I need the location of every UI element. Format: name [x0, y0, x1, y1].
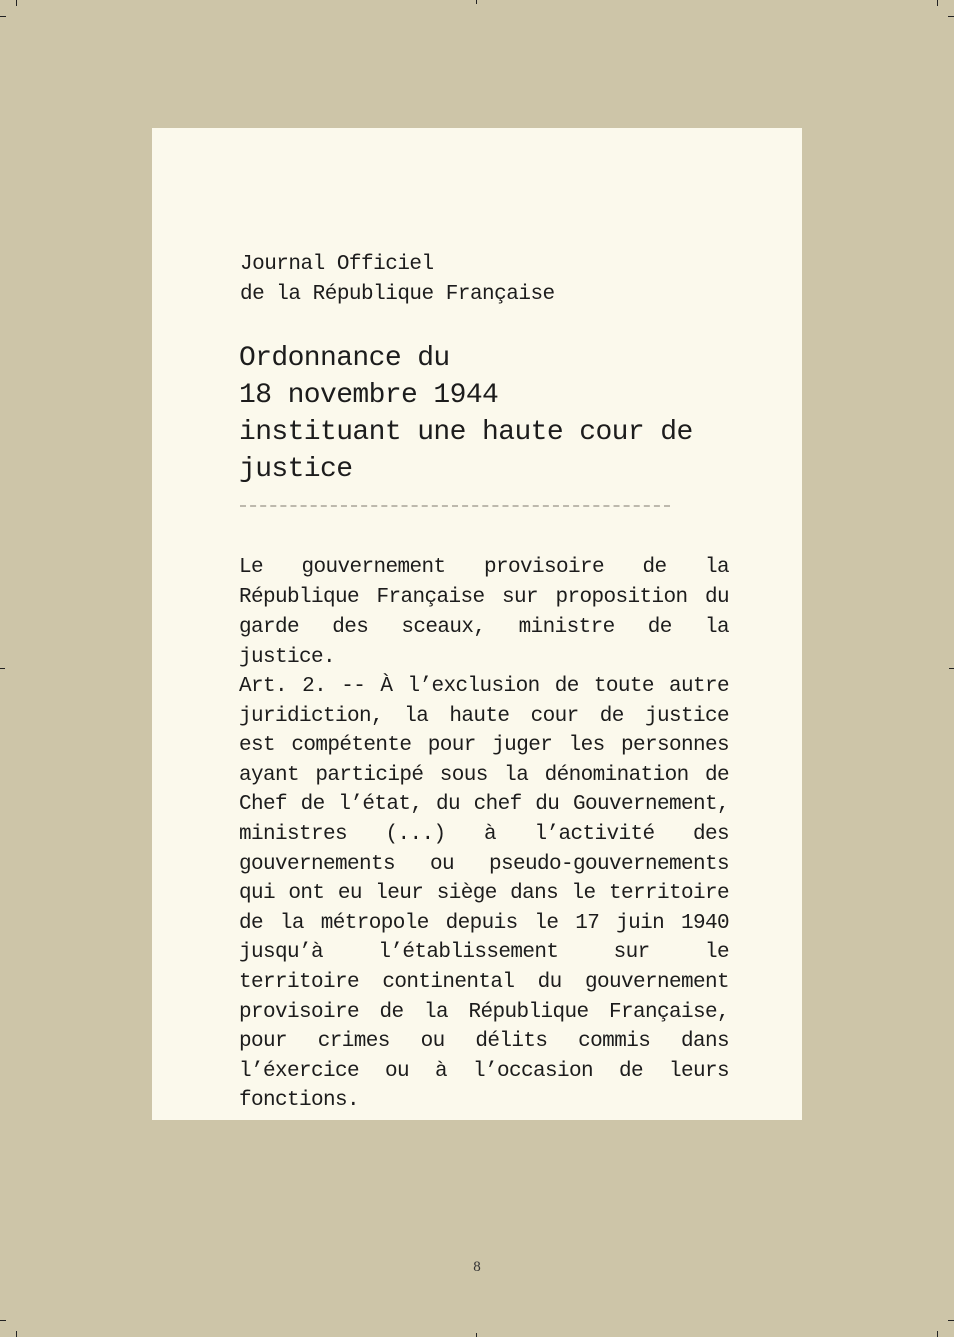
crop-mark	[948, 16, 954, 17]
page-number: 8	[473, 1259, 481, 1275]
journal-header	[240, 250, 555, 310]
journal-name: Journal Officiel	[240, 253, 434, 276]
crop-mark	[476, 1333, 477, 1337]
crop-mark	[937, 1331, 938, 1337]
title-divider	[240, 505, 670, 507]
document-sheet	[152, 128, 802, 1120]
crop-mark	[16, 1331, 17, 1337]
article-2-paragraph: Art. 2. -- À l’exclusion de toute autre juridiction, la haute cour de justice est compétente pour juger les personnes ayant participé sous la dénomination de Chef de l’état, du chef du Gouvernement, ministres (...) à l’activité des gouvernements ou pseudo-gouvernements qui ont eu leur siège dans le territoire de la métropole depuis le 17 juin 1940 jusqu’à l’établissement sur le territoire continental du gouvernement provisoire de la République Française, pour crimes ou délits commis dans l’éxercice ou à l’occasion de leurs fonctions.	[239, 675, 729, 1113]
crop-mark	[476, 0, 477, 4]
preamble-paragraph: Le gouvernement provisoire de la République Française sur proposition du garde des sceaux, ministre de la justice.	[239, 556, 729, 669]
title-line: 18 novembre 1944	[239, 380, 499, 411]
ordinance-title	[239, 340, 699, 488]
crop-mark	[949, 668, 954, 669]
crop-mark	[0, 668, 5, 669]
title-line: Ordonnance du	[239, 343, 450, 374]
crop-mark	[948, 1320, 954, 1321]
crop-mark	[0, 16, 6, 17]
crop-mark	[16, 0, 17, 6]
crop-mark	[0, 1320, 6, 1321]
title-line: instituant une haute cour de	[239, 417, 693, 448]
crop-mark	[937, 0, 938, 6]
title-line: justice	[239, 454, 353, 485]
journal-subtitle: de la République Française	[240, 283, 555, 306]
